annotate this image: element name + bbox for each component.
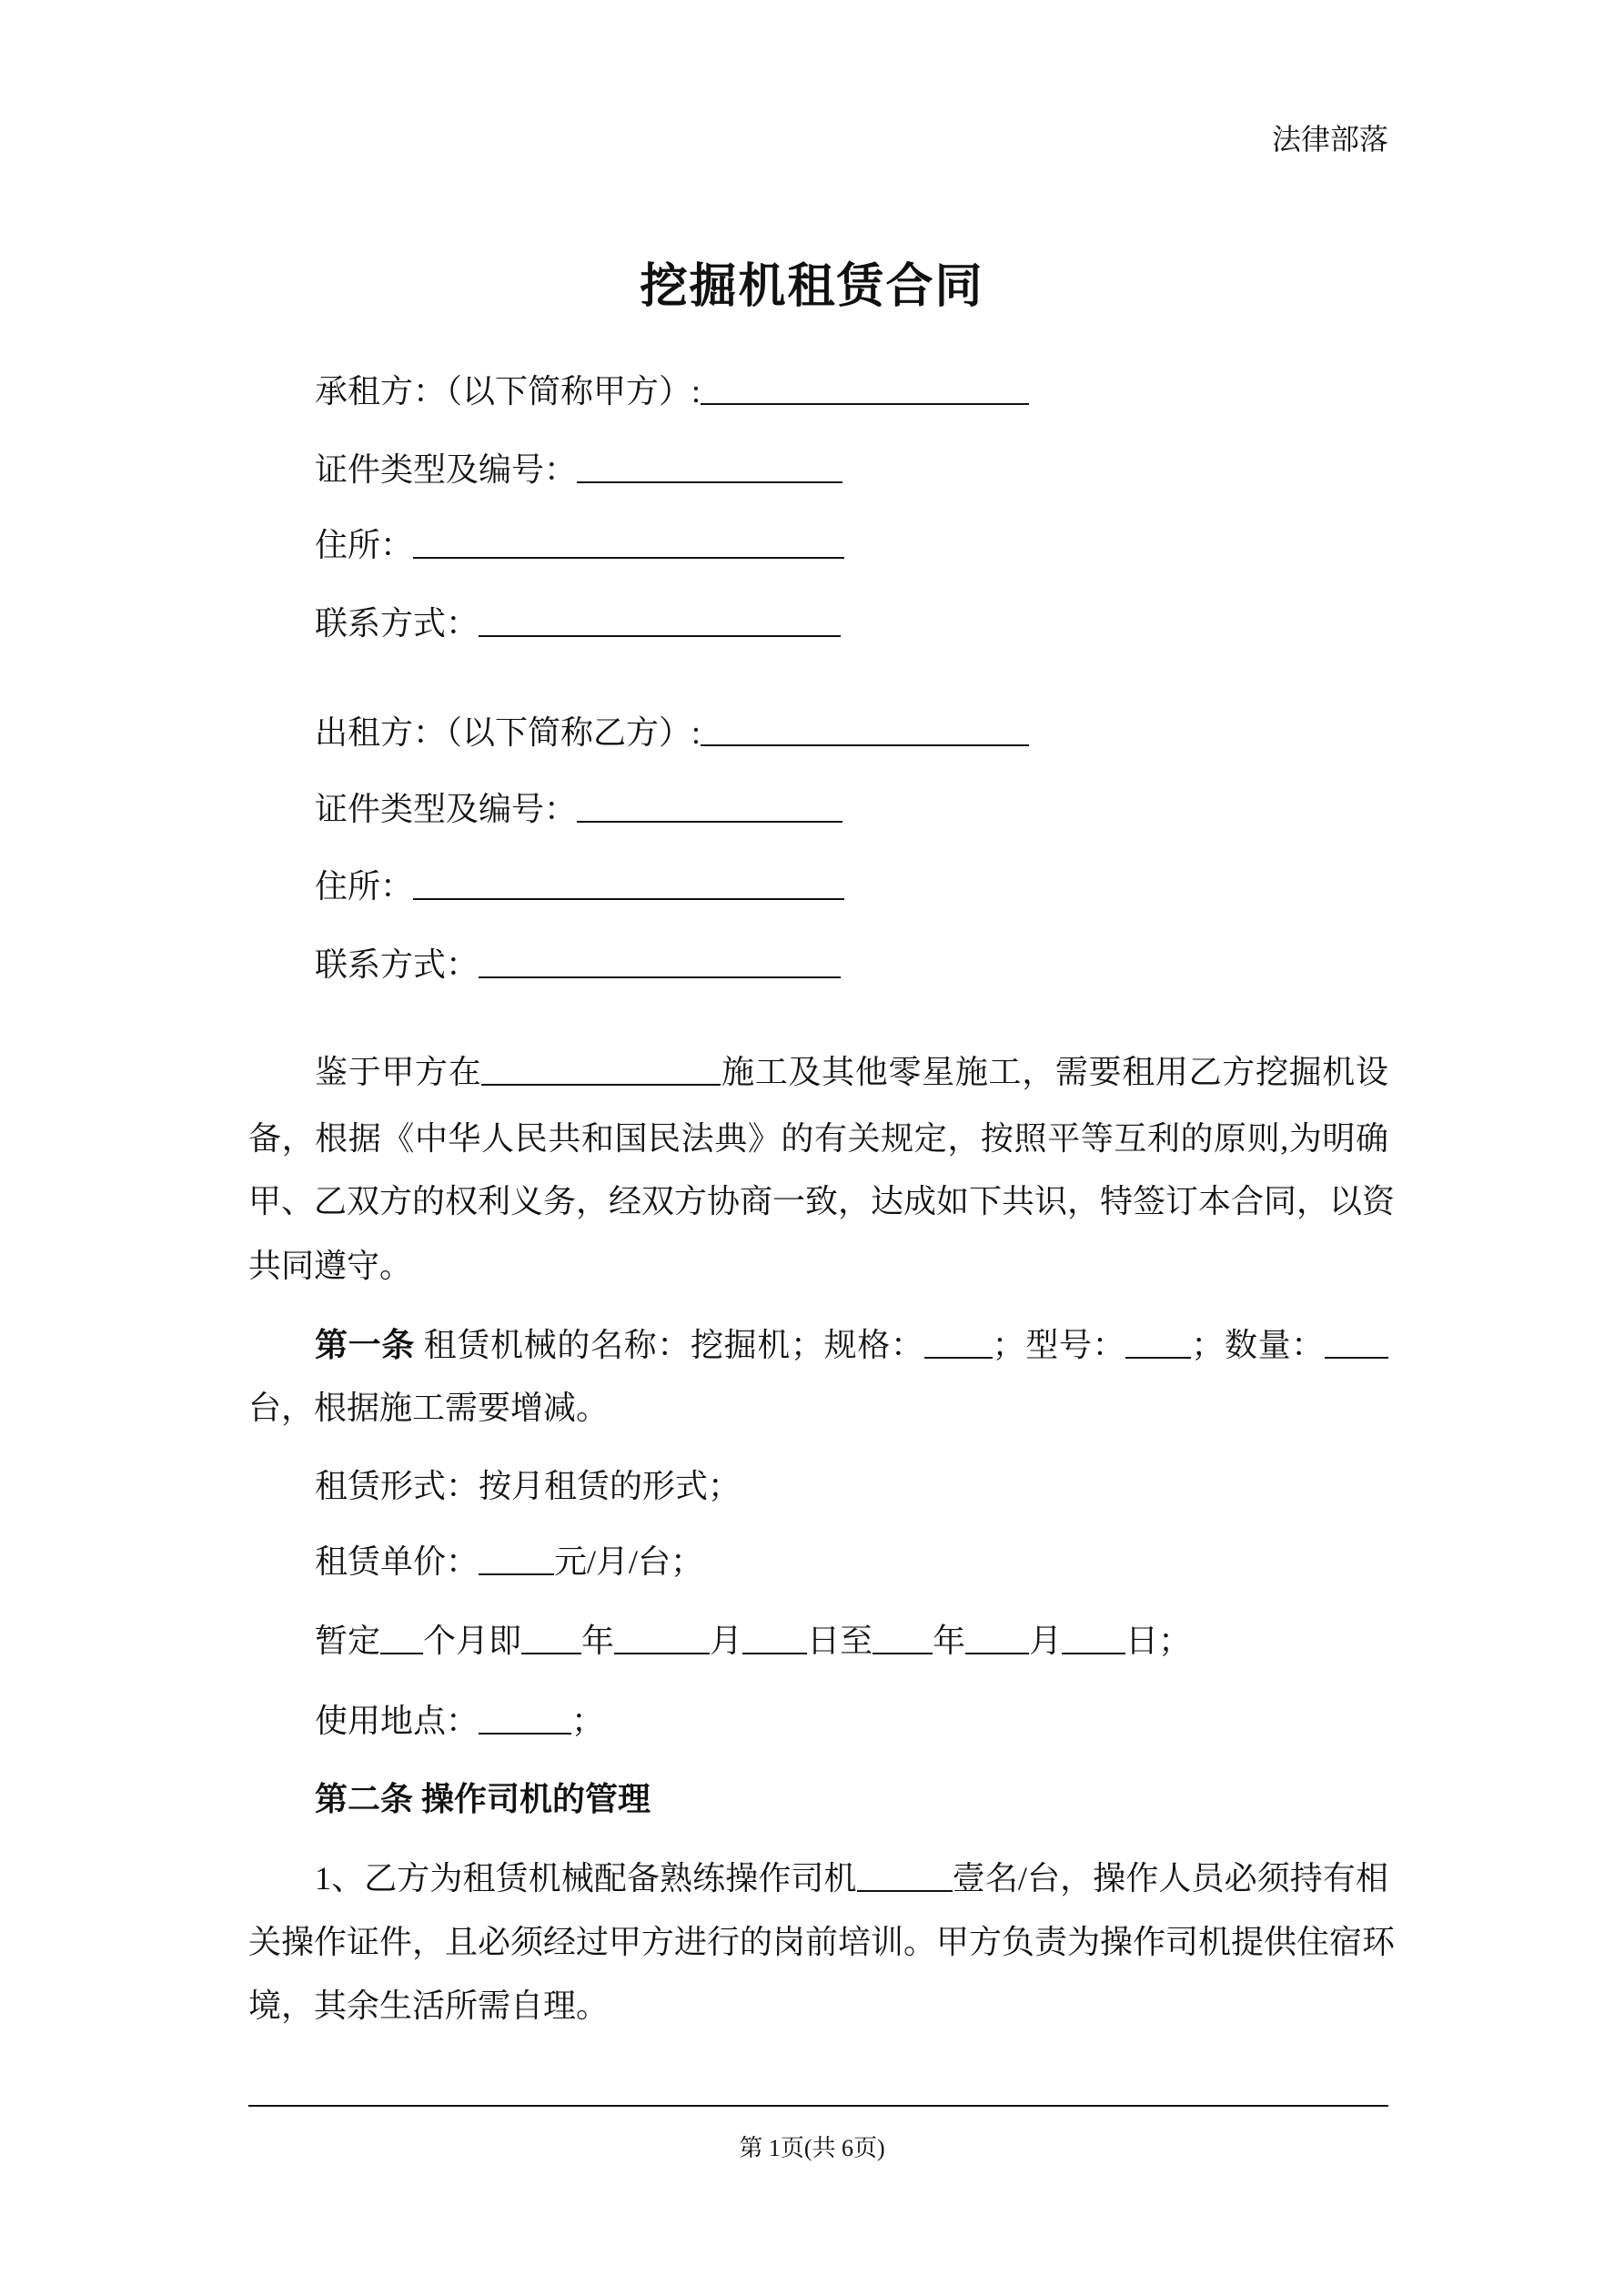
document-title: 挖掘机租赁合同 (640, 261, 984, 313)
party-a-name-line (315, 369, 1029, 414)
usage-place-line (315, 1698, 604, 1744)
party-b-address-line (315, 864, 844, 909)
text: ； (571, 1703, 605, 1739)
text: 鉴于甲方在 (315, 1054, 482, 1090)
article2-line-2: 关操作证件，且必须经过甲方进行的岗前培训。甲方负责为操作司机提供住宿环 (248, 1924, 1396, 1960)
blank-field (481, 1049, 721, 1086)
article1-line-1 (315, 1322, 1388, 1368)
party-b-name-line (315, 710, 1029, 755)
text: 日； (1125, 1623, 1192, 1659)
text: 施工及其他零星施工，需要租用乙方挖掘机设 (721, 1054, 1388, 1090)
label: 使用地点： (315, 1703, 479, 1739)
label: 证件类型及编号： (315, 451, 578, 488)
preamble-line-4: 共同遵守。 (248, 1248, 413, 1284)
article1-line-2: 台，根据施工需要增减。 (248, 1390, 610, 1426)
party-a-address-line (315, 522, 844, 568)
rental-form: 租赁形式：按月租赁的形式； (315, 1468, 741, 1504)
text: 壹名/台，操作人员必须持有相 (952, 1860, 1388, 1896)
blank-field (701, 369, 1029, 405)
party-a-contact-line (315, 601, 841, 646)
blank-field (479, 601, 841, 637)
label: 出租方：（以下简称乙方）: (315, 714, 701, 751)
blank-field (873, 1618, 933, 1654)
blank-field (857, 1856, 953, 1892)
label: 承租方：（以下简称甲方）: (315, 373, 701, 410)
blank-field (577, 786, 842, 823)
text: 暂定 (315, 1623, 381, 1659)
article2-line-3: 境，其余生活所需自理。 (248, 1988, 610, 2024)
party-a-id-line (315, 447, 842, 492)
label: 证件类型及编号： (315, 791, 578, 827)
blank-field (413, 522, 844, 559)
text: 租赁机械的名称：挖掘机；规格： (415, 1327, 924, 1363)
rental-price-line (315, 1539, 703, 1584)
label: 住所： (315, 868, 414, 905)
text: 1、乙方为租赁机械配备熟练操作司机 (315, 1860, 857, 1896)
text: 日至 (807, 1623, 873, 1659)
text: 个月即 (423, 1623, 522, 1659)
text: 年 (581, 1623, 615, 1659)
blank-field (1062, 1618, 1125, 1654)
blank-field (701, 710, 1029, 746)
article2-heading: 第二条 操作司机的管理 (315, 1781, 651, 1817)
blank-field (742, 1618, 807, 1654)
preamble-line-1 (315, 1049, 1388, 1095)
document-header: 法律部落 (1271, 123, 1388, 156)
label: 联系方式： (315, 605, 479, 642)
quantity-blank (1325, 1322, 1388, 1359)
blank-field (479, 942, 841, 978)
label: 住所： (315, 527, 414, 563)
preamble-line-2: 备，根据《中华人民共和国民法典》的有关规定，按照平等互利的原则,为明确 (248, 1120, 1388, 1157)
blank-field (521, 1618, 581, 1654)
preamble-line-3: 甲、乙双方的权利义务，经双方协商一致，达成如下共识，特签订本合同，以资 (248, 1183, 1396, 1219)
blank-field (577, 447, 842, 483)
price-blank (479, 1539, 554, 1575)
text: 月 (710, 1623, 743, 1659)
label: 租赁单价： (315, 1543, 479, 1580)
blank-field (614, 1618, 710, 1654)
text: ；数量： (1191, 1327, 1325, 1363)
blank-field (380, 1618, 423, 1654)
label: 联系方式： (315, 946, 479, 983)
place-blank (479, 1698, 571, 1735)
blank-field (965, 1618, 1029, 1654)
spec-blank (924, 1322, 993, 1359)
rental-term-line (315, 1618, 1191, 1664)
footer-divider (248, 2105, 1388, 2107)
page-number: 第 1页(共 6页) (739, 2135, 885, 2161)
party-b-contact-line (315, 942, 841, 987)
text: ；型号： (992, 1327, 1126, 1363)
text: 年 (933, 1623, 966, 1659)
model-blank (1125, 1322, 1191, 1359)
party-b-id-line (315, 786, 842, 832)
article1-heading: 第一条 (315, 1327, 415, 1363)
blank-field (413, 864, 844, 900)
text: 月 (1029, 1623, 1063, 1659)
article2-line-1 (315, 1856, 1388, 1901)
text: 元/月/台； (554, 1543, 704, 1580)
